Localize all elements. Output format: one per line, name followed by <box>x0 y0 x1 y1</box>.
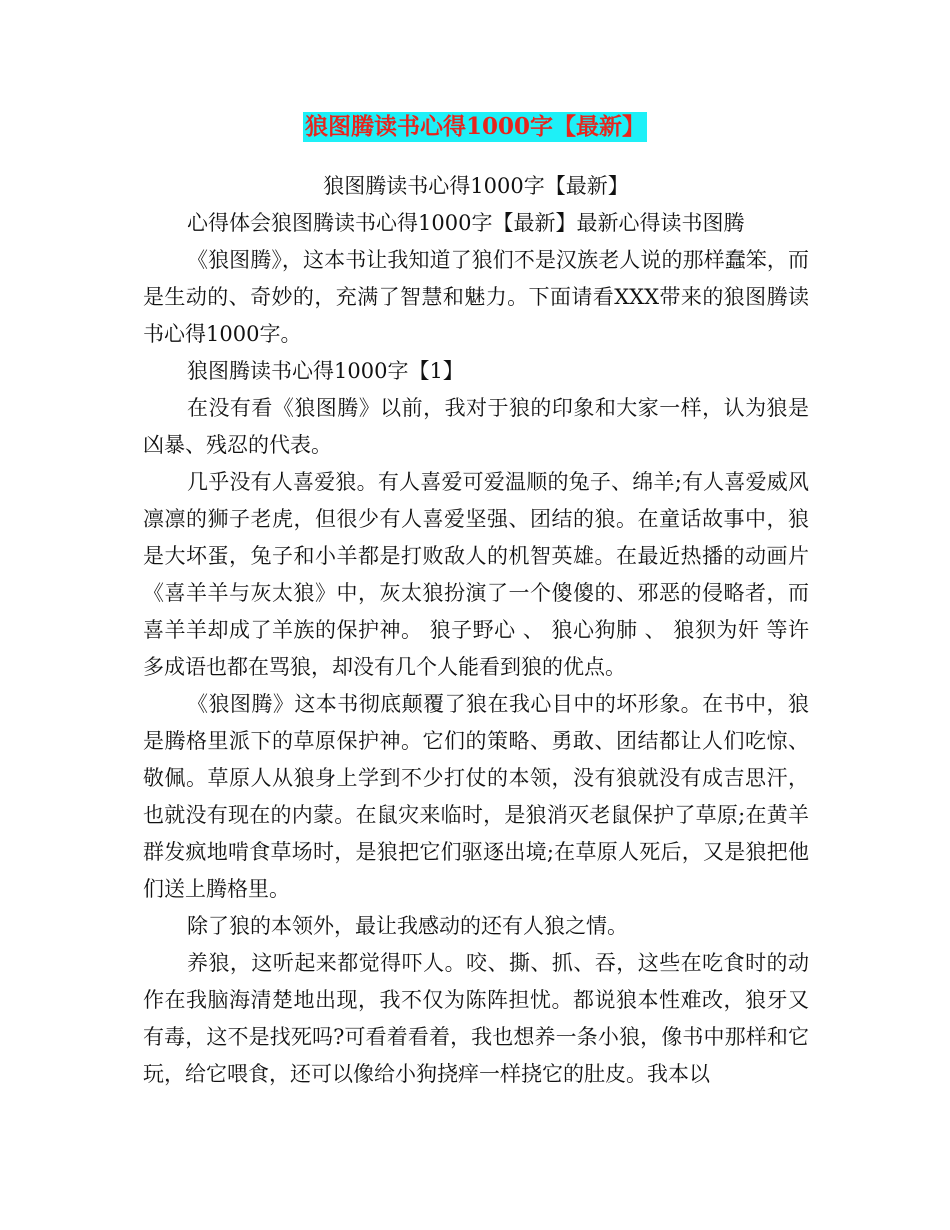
section-heading: 狼图腾读书心得1000字【1】 <box>187 359 464 383</box>
paragraph: 在没有看《狼图腾》以前，我对于狼的印象和大家一样，认为狼是凶暴、残忍的代表。 <box>143 396 809 457</box>
paragraph: 心得体会狼图腾读书心得1000字【最新】最新心得读书图腾 <box>187 211 745 235</box>
document-subtitle: 狼图腾读书心得1000字【最新】 <box>323 174 629 198</box>
paragraph: 除了狼的本领外，最让我感动的还有人狼之情。 <box>187 914 628 938</box>
paragraph: 《狼图腾》这本书彻底颠覆了狼在我心目中的坏形象。在书中，狼是腾格里派下的草原保护神。它们的策略、勇敢、团结都让人们吃惊、敬佩。草原人从狼身上学到不少打仗的本领，没有狼就没有成吉思汗，也就没有现在的内蒙。在鼠灾来临时，是狼消灭老鼠保护了草原;在黄羊群发疯地啃食草场时，是狼把它们驱逐出境;在草原人死后，又是狼把他们送上腾格里。 <box>143 692 809 901</box>
document-title: 狼图腾读书心得1000字【最新】 <box>304 113 645 140</box>
paragraph: 养狼，这听起来都觉得吓人。咬、撕、抓、吞，这些在吃食时的动作在我脑海清楚地出现，我不仅为陈阵担忧。都说狼本性难改，狼牙又有毒，这不是找死吗?可看着看着，我也想养一条小狼，像书中那样和它玩，给它喂食，还可以像给小狗挠痒一样挠它的肚皮。我本以 <box>143 951 809 1086</box>
paragraph: 几乎没有人喜爱狼。有人喜爱可爱温顺的兔子、绵羊;有人喜爱威风凛凛的狮子老虎，但很少有人喜爱坚强、团结的狼。在童话故事中，狼是大坏蛋，兔子和小羊都是打败敌人的机智英雄。在最近热播的动画片《喜羊羊与灰太狼》中，灰太狼扮演了一个傻傻的、邪恶的侵略者，而喜羊羊却成了羊族的保护神。 狼子野心 、 狼心狗肺 、 狼狈为奸 等许多成语也都在骂狼，却没有几个人能看到狼的优点。 <box>143 470 809 679</box>
title-container <box>0 112 950 142</box>
document-body <box>143 168 809 1093</box>
paragraph: 《狼图腾》，这本书让我知道了狼们不是汉族老人说的那样蠢笨，而是生动的、奇妙的，充满了智慧和魅力。下面请看XXX带来的狼图腾读书心得1000字。 <box>143 248 809 346</box>
